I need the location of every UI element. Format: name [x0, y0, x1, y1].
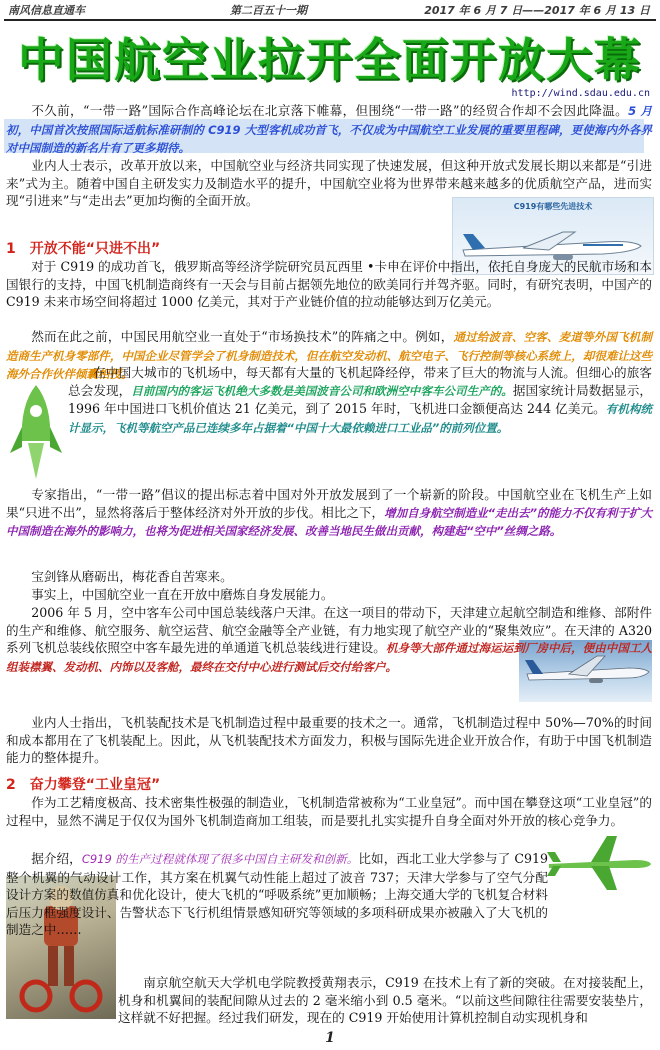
s1-p4-highlight: 增加自身航空制造业“走出去”的能力不仅有利于扩大中国制造在海外的影响力，也将为促进相关国家经济发展、改善当地民生做出贡献，构建起“空中”丝绸之路。 [6, 505, 652, 539]
s1-p4-text: 专家指出，“一带一路”倡议的提出标志着中国对外开放发展到了一个崭新的阶段。中国航空业在飞机生产上如果“只进不出”，显然将落后于整体经济对外开放的步伐。相比之下， [6, 487, 652, 520]
issue-date-range: 2017 年 6 月 7 日——2017 年 6 月 13 日 [424, 4, 650, 17]
s2-p1-text: 作为工艺精度极高、技术密集性极强的制造业，飞机制造常被称为“工业皇冠”。而中国在攀登这项“工业皇冠”的过程中，显然不满足于仅仅为国外飞机制造商加工组装，而是要扎扎实实提升自身全面对外开放的核心竞争力。 [6, 795, 652, 828]
section-1-paragraph-1 [6, 258, 652, 311]
issue-number: 第二百五十一期 [230, 4, 307, 17]
rocket-icon [8, 383, 64, 481]
s1-p3-text-a: 在中国大城市的飞机场中，每天都有大量的飞机起降经停，带来了巨大的物流与人流。但细心的旅客总会发现， [68, 365, 652, 398]
section-2-paragraph-2 [6, 850, 548, 939]
green-plane-icon [545, 832, 653, 894]
s1-p6-text: 事实上，中国航空业一直在开放中磨炼自身发展能力。 [31, 587, 334, 602]
s1-p2-text: 然而在此之前，中国民用航空业一直处于“市场换技术”的阵痛之中。例如， [31, 329, 454, 344]
intro-highlight: 5 月初，中国首次按照国际适航标准研制的 C919 大型客机成功首飞，不仅成为中国航空工业发展的重要里程碑，更使海内外各界对中国制造的新名片有了更多期待。 [6, 104, 652, 156]
section-1-paragraph-4 [6, 486, 652, 541]
section-2-paragraph-1 [6, 794, 652, 829]
c919-image-caption: C919有哪些先进技术 [513, 202, 593, 211]
s1-p7-text: 2006 年 5 月，空中客车公司中国总装线落户天津。在这一项目的带动下，天津建立起航空制造和维修、部附件的生产和维修、航空服务、航空运营、航空金融等全产业链，有力地实现了航空产业的“聚集效应”。在天津的 A320 系列飞机总装线依照空中客车最先进的单通道飞机总装线进行建设。 [6, 605, 652, 656]
section-1-paragraph-8 [6, 714, 652, 767]
s2-p2-highlight: C919 的生产过程就体现了很多中国自主研发和创新。 [81, 852, 359, 866]
page-title: 中国航空业拉开全面开放大幕 [18, 33, 642, 87]
s2-p2-text-a: 据介绍， [31, 851, 82, 866]
s2-p3-text: 南京航空航天大学机电学院教授黄翔表示，C919 在技术上有了新的突破。在对接装配上，机身和机翼间的装配间隙从过去的 2 毫米缩小到 0.5 毫米。“以前这些间隙往往需要安装垫片，这样就不好把握。经过我们研发，现在的 C919 开始使用计算机控制自动实现机身和 [118, 975, 652, 1026]
section-1-paragraph-6 [6, 586, 652, 604]
s1-p8-text: 业内人士指出，飞机装配技术是飞机制造过程中最重要的技术之一。通常，飞机制造过程中 50%—70%的时间和成本都用在了飞机装配上。因此，从飞机装配技术方面发力，积极与国际先进企业开放合作，有助于中国飞机制造能力的整体提升。 [6, 715, 652, 766]
s2-p2-text-b: 比如，西北工业大学参与了 C919 整个机翼的气动设计工作，其方案在机翼气动性能上超过了波音 737；天津大学参与了空气分配设计方案的数值仿真和优化设计，使大飞机的“呼吸系统”更加顺畅；上海交通大学的飞机复合材料后压力框强度设计、告警状态下飞行机组情景感知研究等领域的多项科研成果亦被融入了大飞机的制造之中…… [6, 851, 549, 938]
section-2-heading [6, 774, 160, 794]
section-2-title: 奋力攀登“工业皇冠” [29, 777, 161, 793]
s1-p2-highlight: 通过给波音、空客、麦道等外国飞机制造商生产机身零部件，中国企业尽管学会了机身制造技术，但在航空发动机、航空电子、飞行控制等核心系统上，却很难让这些海外合作伙伴倾囊相授。 [6, 330, 652, 382]
issue-header [8, 2, 650, 18]
intro-paragraph-1 [6, 102, 652, 158]
section-1-paragraph-3 [68, 364, 652, 437]
s1-p1-text: 对于 C919 的成功首飞，俄罗斯高等经济学院研究员瓦西里 •卡申在评价中指出，依托自身庞大的民航市场和本国银行的支持，中国飞机制造商终有一天会与目前占据领先地位的欧美同行并驾齐驱。同时，有研究表明，中国产的 C919 未来市场空间将超过 1000 亿美元，其对于产业链价值的拉动能够达到万亿美元。 [6, 259, 652, 310]
header-divider [4, 19, 656, 21]
section-2-number: 2 [6, 777, 16, 793]
section-1-paragraph-7 [6, 604, 652, 676]
intro-text-2: 业内人士表示，改革开放以来，中国航空业与经济共同实现了快速发展，但这种开放式发展长期以来都是“引进来”式为主。随着中国自主研发实力及制造水平的提升，中国航空业将为世界带来越来越多的优质航空产品，进而实现“引进来”与“走出去”更加均衡的全面开放。 [6, 158, 652, 209]
section-2-paragraph-3 [118, 974, 652, 1027]
section-1-paragraph-5 [6, 568, 652, 586]
s1-p3-text-b: 据国家统计局数据显示，1996 年中国进口飞机价值达 21 亿美元，到了 2015 年时，飞机进口金额便高达 244 亿美元。 [68, 382, 652, 417]
section-1-number: 1 [6, 241, 16, 257]
s1-p5-text: 宝剑锋从磨砺出，梅花香自苦寒来。 [31, 569, 233, 584]
section-1-heading [6, 238, 160, 258]
s1-p3-highlight-2: 有机构统计显示，飞机等航空产品已连续多年占据着“中国十大最依赖进口工业品”的前列位置。 [68, 402, 652, 435]
page-number: 1 [325, 1030, 335, 1046]
newsletter-name: 南风信息直通车 [8, 4, 85, 17]
source-url[interactable]: http://wind.sdau.edu.cn [511, 88, 650, 99]
s1-p3-highlight-1: 目前国内的客运飞机绝大多数是美国波音公司和欧洲空中客车公司生产的。 [131, 383, 513, 398]
s1-p7-highlight: 机身等大部件通过海运运到厂房中后，便由中国工人组装襟翼、发动机、内饰以及客舱，最终在交付中心进行测试后交付给客户。 [6, 641, 653, 674]
section-1-title: 开放不能“只进不出” [29, 241, 161, 257]
intro-text: 不久前，“一带一路”国际合作高峰论坛在北京落下帷幕，但围绕“一带一路”的经贸合作却不会因此降温。 [31, 103, 629, 118]
